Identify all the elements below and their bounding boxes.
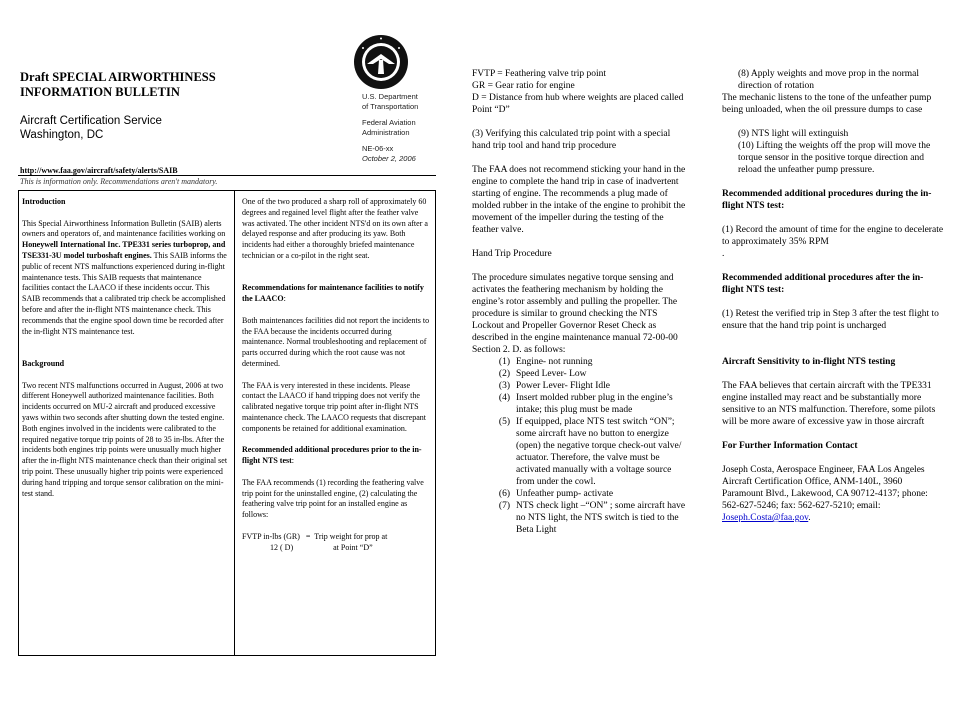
step-8: (8) Apply weights and move prop in the normal direction of rotation bbox=[738, 69, 919, 91]
info-note: This is information only. Recommendations aren't mandatory. bbox=[20, 177, 218, 186]
prior-test-heading: Recommended additional procedures prior to the in-flight NTS test bbox=[242, 445, 422, 466]
during-test-paragraph: (1) Record the amount of time for the engine to decelerate to approximately 35% RPM bbox=[722, 225, 944, 247]
formula-line-2: 12 ( D) at Point “D” bbox=[270, 542, 373, 552]
contact-heading: For Further Information Contact bbox=[722, 441, 858, 451]
incident-paragraph: One of the two produced a sharp roll of approximately 60 degrees and regained level flight after the feather valve was activated. The other incident NTS'd on its own after a delayed response and after producing its yaw. Both incidents had either a thoroughly briefed maintenance technician or a co-pilot in the right seat. bbox=[242, 197, 428, 260]
org-line-1: Aircraft Certification Service bbox=[20, 115, 162, 127]
step-10: (10) Lifting the weights off the prop will move the torque sensor in the positive torque direction and reload the unfeather pump pressure. bbox=[738, 141, 931, 175]
list-item: (2) Speed Lever- Low bbox=[498, 369, 587, 379]
interest-paragraph: The FAA is very interested in these incidents. Please contact the LAACO if hand tripping does not verify the calibrated negative torque trip point after in-flight NTS maintenance check. The LAACO requests that discrepant components be retained for additional examination. bbox=[242, 380, 427, 433]
intro-text-1: This Special Airworthiness Information Bulletin (SAIB) alerts owners and operators of, and maintenance facilities working on bbox=[22, 218, 226, 239]
hand-trip-heading: Hand Trip Procedure bbox=[472, 249, 552, 259]
intro-heading: Introduction bbox=[22, 197, 66, 206]
sensitivity-heading: Aircraft Sensitivity to in-flight NTS testing bbox=[722, 357, 896, 367]
list-item: (5) If equipped, place NTS test switch “ON”; some aircraft have no button to energize (open) the negative torque check-out valve/ actuator. Therefore, the valve must be activated manually with a voltage source from under the cowl. bbox=[498, 417, 682, 487]
contact-email-link[interactable]: Joseph.Costa@faa.gov bbox=[722, 513, 809, 523]
dot-line-1: U.S. Department bbox=[362, 92, 418, 101]
report-paragraph: Both maintenances facilities did not report the incidents to the FAA because the incidents occurred during maintenance. Normal troubleshooting and replacement of parts occurred during which the root cause was not determined. bbox=[242, 315, 430, 368]
sensitivity-paragraph: The FAA believes that certain aircraft with the TPE331 engine installed may react and be substantially more sensitive to an NTS malfunction. Therefore, some pilots will be more aware of excessive yaw in those aircraft bbox=[722, 381, 936, 427]
during-test-dot: . bbox=[722, 249, 725, 259]
step-9: (9) NTS light will extinguish bbox=[738, 129, 849, 139]
prior-test-heading-colon: : bbox=[291, 456, 295, 466]
title-line-2: INFORMATION BULLETIN bbox=[20, 85, 180, 99]
list-item: (1) Engine- not running bbox=[498, 357, 593, 367]
notify-heading-colon: : bbox=[283, 294, 286, 304]
background-paragraph: Two recent NTS malfunctions occurred in August, 2006 at two different Honeywell authorized maintenance facilities. Both incidents occurred on MU-2 aircraft and produced excessive yaws within two seconds after shutting down the tested engine. Both engines involved in the incidents were calibrated to the required negative torque trip points of 28 to 35 in-lbs. After the incidents both engines trip points were unusually much higher after the in-flight NTS maintenance check than their original set trip point. These unusually higher trip points were experienced during hand tripping and torque sensor calibration on the mini-test stand. bbox=[22, 380, 228, 498]
notify-heading: Recommendations for maintenance facilities to notify the LAACO bbox=[242, 283, 424, 304]
list-item: (3) Power Lever- Flight Idle bbox=[498, 381, 610, 391]
faa-line-2: Administration bbox=[362, 128, 410, 137]
header-rule bbox=[18, 175, 436, 176]
procedure-paragraph: The procedure simulates negative torque sensing and activates the feathering mechanism by holding the engine’s rotor assembly and pulling the propeller. The procedure is similar to ground checking the NTS Lockout and Propeller Governor Reset Check as described in the engine maintenance manual 72-00-00 Section 2. D. as follows: bbox=[472, 273, 678, 355]
issuing-office bbox=[20, 114, 320, 142]
column-c bbox=[472, 68, 690, 536]
title-line-1: Draft SPECIAL AIRWORTHINESS bbox=[20, 70, 216, 84]
list-item: (4) Insert molded rubber plug in the engine’s intake; this plug must be made bbox=[498, 393, 673, 415]
column-d bbox=[722, 68, 944, 524]
bulletin-title bbox=[20, 70, 320, 100]
verify-paragraph: (3) Verifying this calculated trip point with a special hand trip tool and hand trip procedure bbox=[472, 129, 671, 151]
faa-line-1: Federal Aviation bbox=[362, 118, 416, 127]
during-test-heading: Recommended additional procedures during the in-flight NTS test: bbox=[722, 189, 932, 211]
list-item: (6) Unfeather pump- activate bbox=[498, 489, 614, 499]
recommend-paragraph: The FAA recommends (1) recording the feathering valve trip point for the uninstalled engine, (2) calculating the feathering valve trip point for an installed engine as follows: bbox=[242, 477, 424, 520]
org-line-2: Washington, DC bbox=[20, 129, 104, 141]
formula-line-1: FVTP in-lbs (GR) = Trip weight for prop at bbox=[242, 531, 388, 541]
intro-paragraph bbox=[22, 219, 228, 338]
dot-seal-icon bbox=[353, 34, 409, 90]
listen-paragraph: The mechanic listens to the tone of the unfeather pump being unloaded, when the oil pressure dumps to case bbox=[722, 93, 932, 115]
list-item: (7) NTS check light –“ON” ; some aircraft have no NTS light, the NTS switch is tied to the Beta Light bbox=[498, 501, 686, 535]
saib-number: NE-06-xx bbox=[362, 144, 394, 153]
column-b bbox=[242, 197, 430, 553]
contact-paragraph bbox=[722, 464, 944, 524]
column-a bbox=[22, 197, 228, 499]
background-heading: Background bbox=[22, 358, 65, 368]
definition-gr: GR = Gear ratio for engine bbox=[472, 81, 575, 91]
definition-fvtp: FVTP = Feathering valve trip point bbox=[472, 69, 607, 79]
after-test-paragraph: (1) Retest the verified trip in Step 3 after the test flight to ensure that the hand trip point is uncharged bbox=[722, 309, 939, 331]
agency-block bbox=[362, 92, 472, 164]
after-test-heading: Recommended additional procedures after the in-flight NTS test: bbox=[722, 273, 924, 295]
saib-date: October 2, 2006 bbox=[362, 154, 416, 163]
saib-url[interactable]: http://www.faa.gov/aircraft/safety/alerts/SAIB bbox=[20, 166, 178, 175]
contact-text-end: . bbox=[808, 513, 811, 523]
definition-d: D = Distance from hub where weights are placed called Point “D” bbox=[472, 93, 684, 115]
column-divider bbox=[234, 190, 235, 656]
intro-engine-models: Honeywell International Inc. TPE331 series turboprop, and TSE331-3U model turboshaft engines. bbox=[22, 240, 226, 260]
warning-paragraph: The FAA does not recommend sticking your hand in the engine to complete the hand trip in case of inadvertent starting of engine. The recommends a plug made of molded rubber in the intake of the engine to prohibit the movement of the impeller during the testing of the feather valve. bbox=[472, 165, 686, 235]
procedure-steps bbox=[472, 356, 690, 536]
dot-line-2: of Transportation bbox=[362, 102, 419, 111]
contact-text: Joseph Costa, Aerospace Engineer, FAA Los Angeles Aircraft Certification Office, ANM-140L, 3960 Paramount Blvd., Lakewood, CA 90712-4137; phone: 562-627-5246; fax: 562-627-5210; email: bbox=[722, 465, 928, 511]
intro-text-2: This SAIB informs the public of recent NTS malfunctions experienced during in-flight maintenance tests. This SAIB requests that maintenance facilities contact the LAACO if these incidents occur. This SAIB recommends that a calibrated trip check be accomplished before and after the in-flight NTS maintenance check. This recommends that the engine spool down time be recorded after the in-flight NTS maintenance test. bbox=[22, 250, 227, 336]
